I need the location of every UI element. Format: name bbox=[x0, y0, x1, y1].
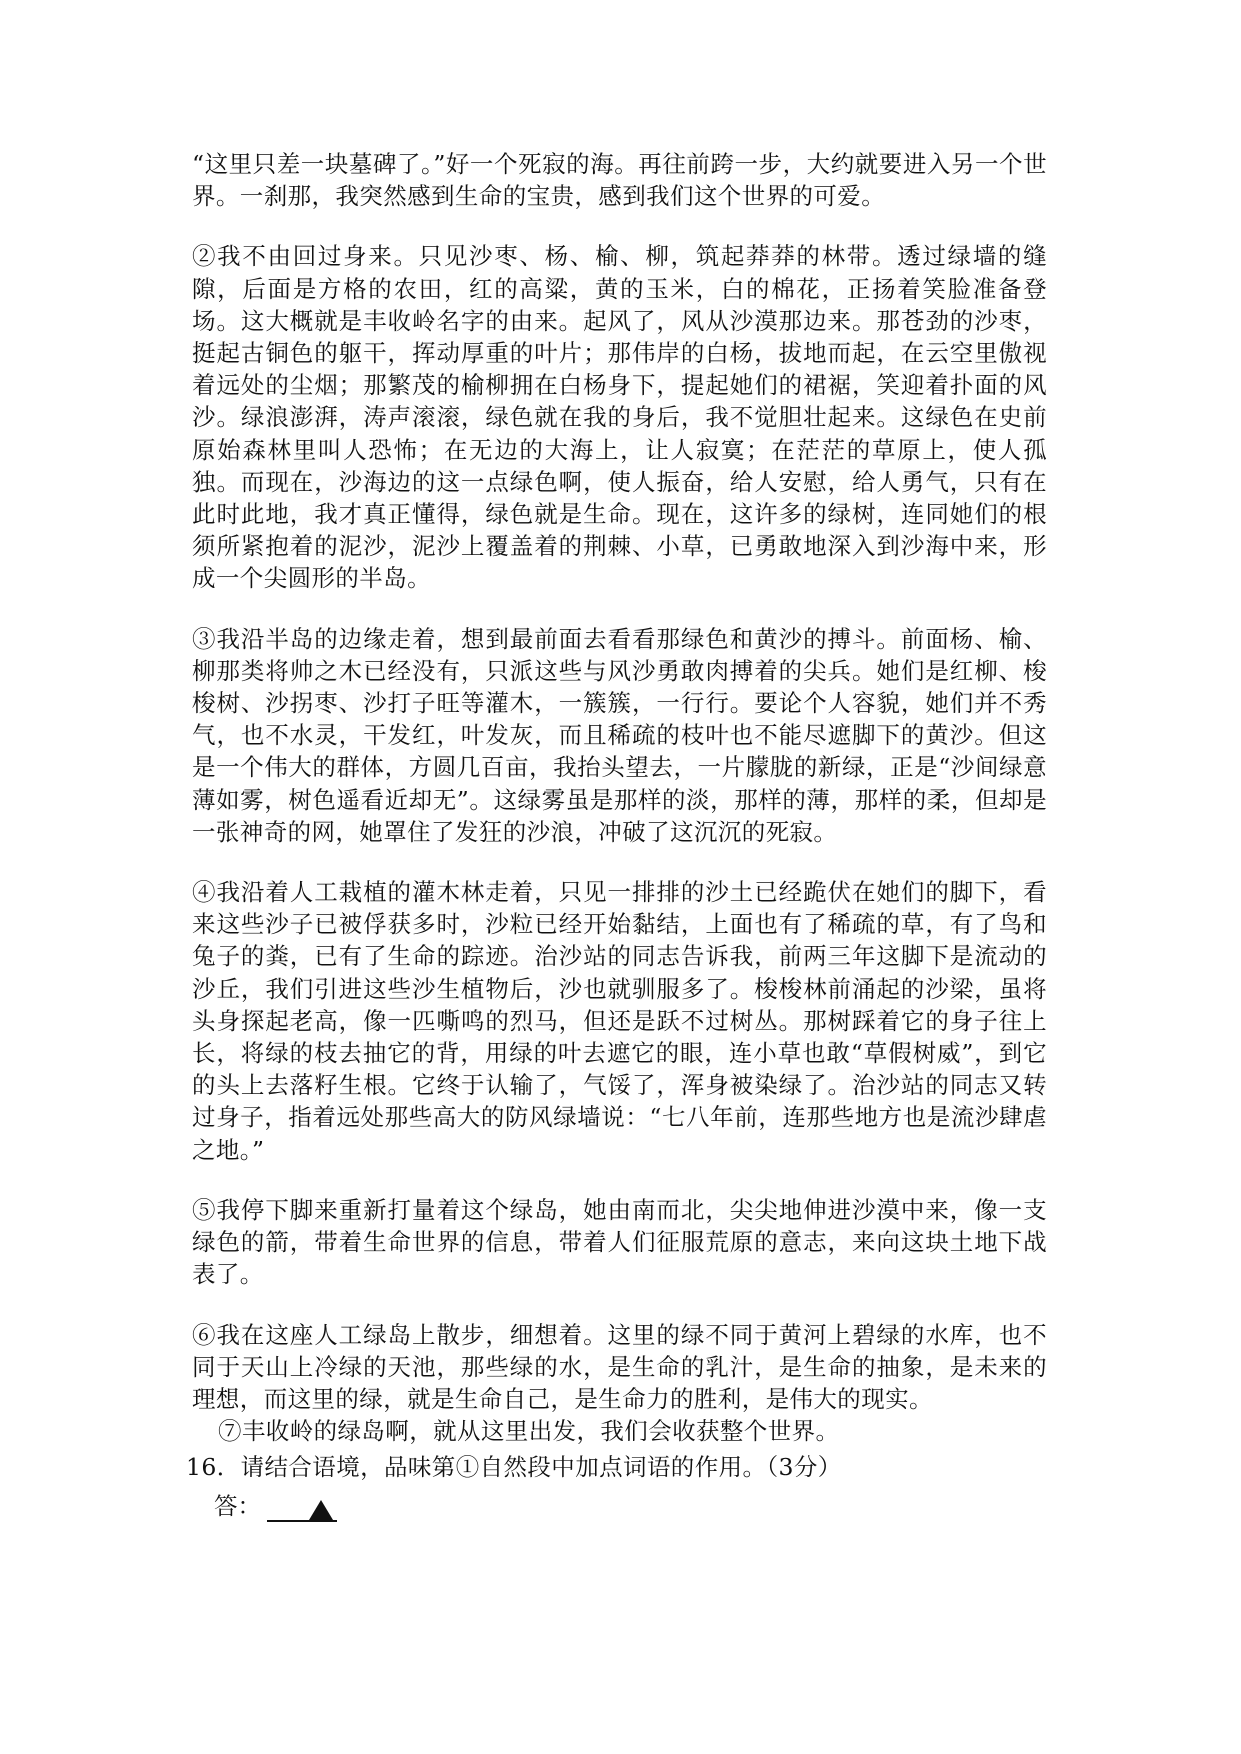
question-16: 16．请结合语境，品味第①自然段中加点词语的作用。（3分） bbox=[186, 1453, 842, 1482]
document-page bbox=[186, 148, 1047, 1522]
paragraph-5: ⑤我停下脚来重新打量着这个绿岛，她由南而北，尖尖地伸进沙漠中来，像一支绿色的箭，带着生命世界的信息，带着人们征服荒原的意志，来向这块土地下战表了。 bbox=[192, 1195, 1047, 1289]
paragraph-1: “这里只差一块墓碑了。”好一个死寂的海。再往前跨一步，大约就要进入另一个世界。一刹那，我突然感到生命的宝贵，感到我们这个世界的可爱。 bbox=[192, 150, 1047, 211]
paragraph-2: ②我不由回过身来。只见沙枣、杨、榆、柳，筑起莽莽的林带。透过绿墙的缝隙，后面是方格的农田，红的高粱，黄的玉米，白的棉花，正扬着笑脸准备登场。这大概就是丰收岭名字的由来。起风了，风从沙漠那边来。那苍劲的沙枣，挺起古铜色的躯干，挥动厚重的叶片；那伟岸的白杨，拔地而起，在云空里傲视着远处的尘烟；那繁茂的榆柳拥在白杨身下，提起她们的裙裾，笑迎着扑面的风沙。绿浪澎湃，涛声滚滚，绿色就在我的身后，我不觉胆壮起来。这绿色在史前原始森林里叫人恐怖；在无边的大海上，让人寂寞；在茫茫的草原上，使人孤独。而现在，沙海边的这一点绿色啊，使人振奋，给人安慰，给人勇气，只有在此时此地，我才真正懂得，绿色就是生命。现在，这许多的绿树，连同她们的根须所紧抱着的泥沙，泥沙上覆盖着的荆棘、小草，已勇敢地深入到沙海中来，形成一个尖圆形的半岛。 bbox=[192, 242, 1047, 593]
answer-line bbox=[214, 1490, 1047, 1522]
paragraph-3: ③我沿半岛的边缘走着，想到最前面去看看那绿色和黄沙的搏斗。前面杨、榆、柳那类将帅之木已经没有，只派这些与风沙勇敢肉搏着的尖兵。她们是红柳、梭梭树、沙拐枣、沙打子旺等灌木，一簇簇，一行行。要论个人容貌，她们并不秀气，也不水灵，干发红，叶发灰，而且稀疏的枝叶也不能尽遮脚下的黄沙。但这是一个伟大的群体，方圆几百亩，我抬头望去，一片朦胧的新绿，正是“沙间绿意薄如雾，树色遥看近却无”。这绿雾虽是那样的淡，那样的薄，那样的柔，但却是一张神奇的网，她罩住了发狂的沙浪，冲破了这沉沉的死寂。 bbox=[192, 624, 1047, 846]
paragraph-4: ④我沿着人工栽植的灌木林走着，只见一排排的沙土已经跪伏在她们的脚下，看来这些沙子已被俘获多时，沙粒已经开始黏结，上面也有了稀疏的草，有了鸟和兔子的粪，已有了生命的踪迹。治沙站的同志告诉我，前两三年这脚下是流动的沙丘，我们引进这些沙生植物后，沙也就驯服多了。梭梭林前涌起的沙梁，虽将头身探起老高，像一匹嘶鸣的烈马，但还是跃不过树丛。那树踩着它的身子往上长，将绿的枝去抽它的背，用绿的叶去遮它的眼，连小草也敢“草假树威”，到它的头上去落籽生根。它终于认输了，气馁了，浑身被染绿了。治沙站的同志又转过身子，指着远处那些高大的防风绿墙说：“七八年前，连那些地方也是流沙肆虐之地。” bbox=[192, 878, 1047, 1164]
answer-blank[interactable] bbox=[267, 1498, 337, 1522]
paragraph-7: ⑦丰收岭的绿岛啊，就从这里出发，我们会收获整个世界。 bbox=[218, 1417, 840, 1446]
paragraph-6: ⑥我在这座人工绿岛上散步，细想着。这里的绿不同于黄河上碧绿的水库，也不同于天山上冷绿的天池，那些绿的水，是生命的乳汁，是生命的抽象，是未来的理想，而这里的绿，就是生命自己，是生命力的胜利，是伟大的现实。 bbox=[192, 1320, 1047, 1413]
answer-label: 答： bbox=[214, 1491, 261, 1520]
